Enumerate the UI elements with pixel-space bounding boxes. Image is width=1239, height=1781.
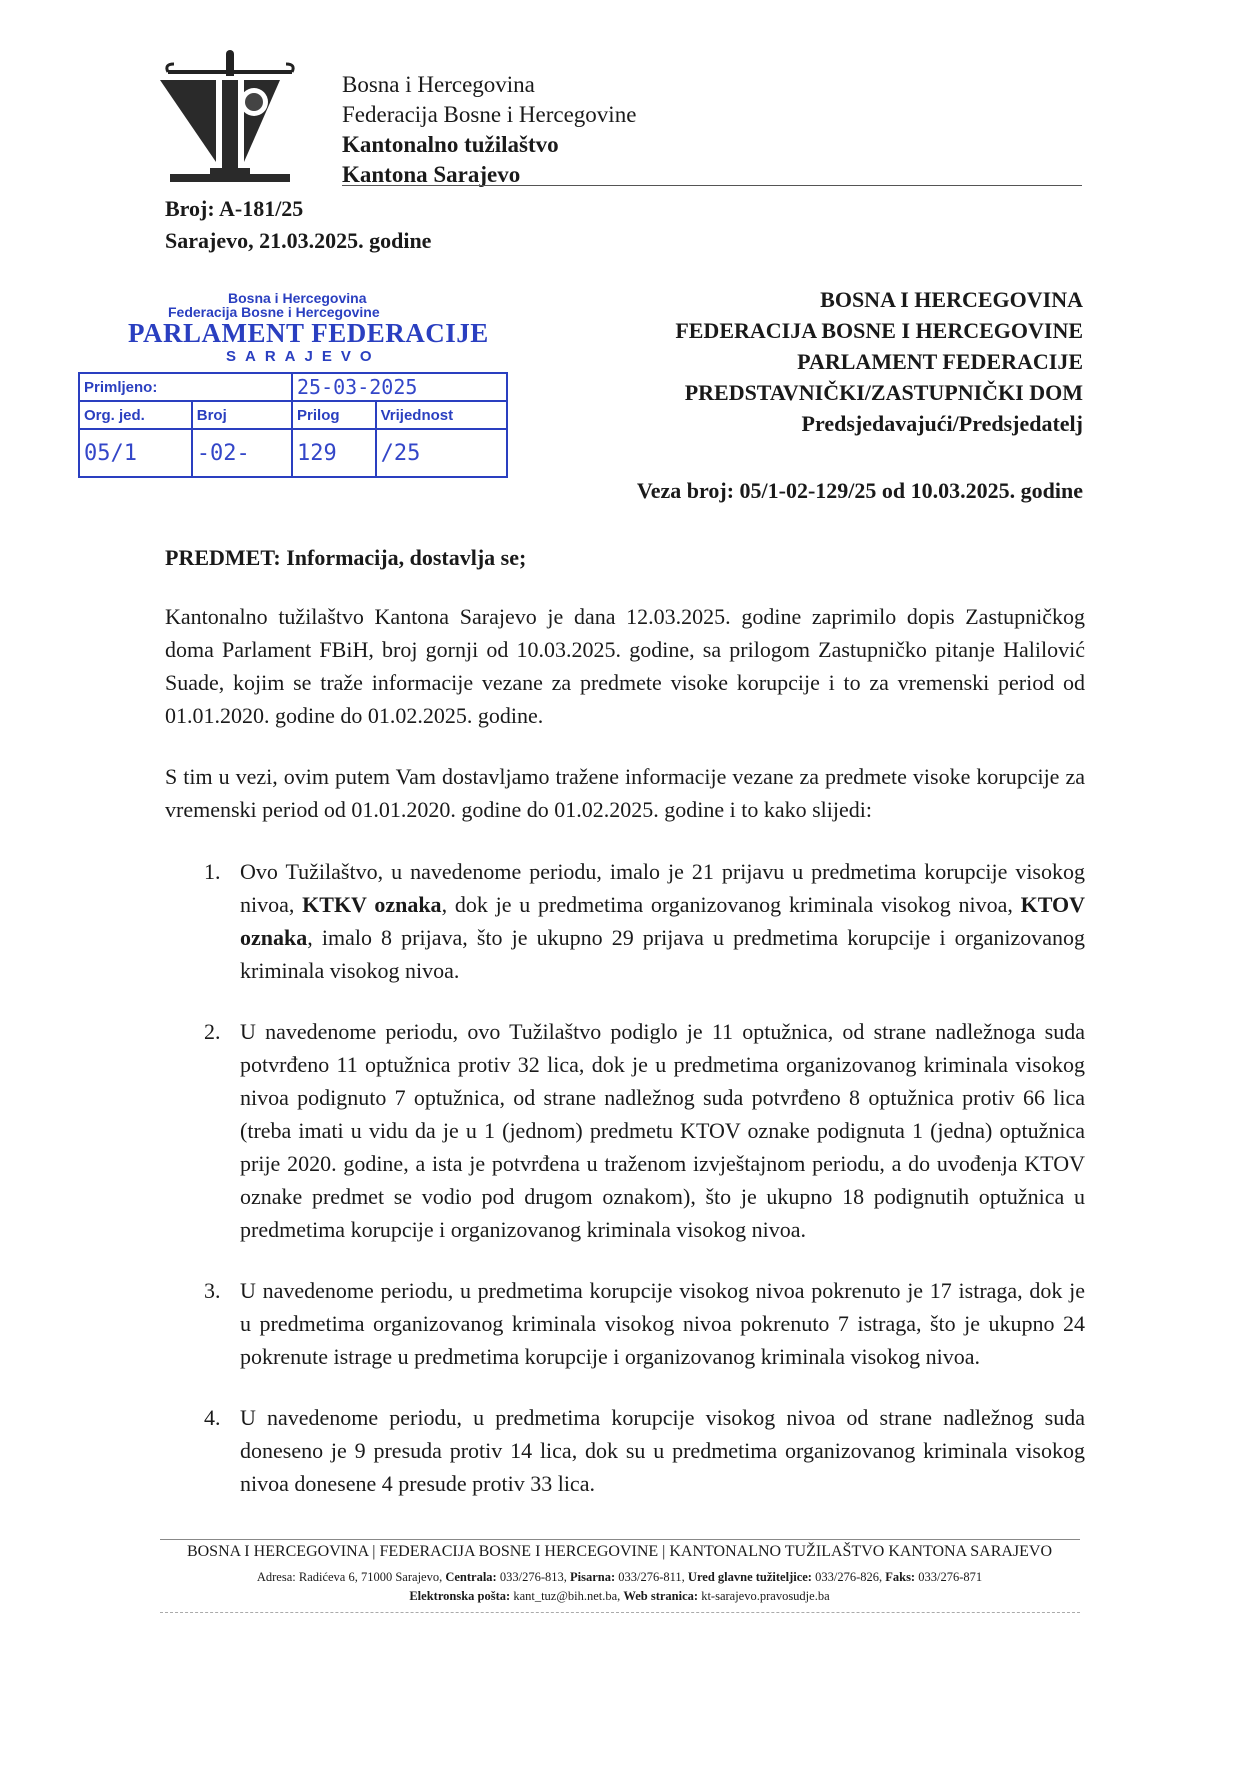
inst-line-2: Federacija Bosne i Hercegovine bbox=[342, 102, 637, 127]
stamp-line-4: SARAJEVO bbox=[226, 348, 381, 365]
stamp-col-broj: Broj bbox=[192, 401, 292, 429]
inst-line-4: Kantona Sarajevo bbox=[342, 162, 521, 187]
recipient-block bbox=[675, 284, 1083, 439]
stamp-val-org: 05/1 bbox=[79, 429, 192, 477]
stamp-line-1: Bosna i Hercegovina bbox=[228, 290, 367, 306]
stamp-line-2: Federacija Bosne i Hercegovine bbox=[168, 304, 380, 320]
item-number: 2. bbox=[204, 1019, 221, 1044]
item-text: U navedenome periodu, u predmetima korupcije visokog nivoa pokrenuto je 17 istraga, dok je u predmetima organizovanog kriminala visokog nivoa pokrenuto 7 istraga, što je ukupno 24 pokrenute istrage u predmetima korupcije i organizovanog kriminala visokog nivoa. bbox=[240, 1278, 1085, 1369]
recipient-line-1: BOSNA I HERCEGOVINA bbox=[820, 287, 1083, 312]
recipient-line-3: PARLAMENT FEDERACIJE bbox=[797, 349, 1083, 374]
list-item bbox=[204, 1015, 1085, 1246]
recipient-line-2: FEDERACIJA BOSNE I HERCEGOVINE bbox=[675, 318, 1083, 343]
prosecutor-logo bbox=[160, 50, 300, 185]
stamp-val-vrijednost: /25 bbox=[376, 429, 507, 477]
item-text: U navedenome periodu, u predmetima korupcije visokog nivoa od strane nadležnog suda doneseno je 9 presuda protiv 14 lica, dok su u predmetima organizovanog kriminala visokog nivoa donesene 4 presude protiv 33 lica. bbox=[240, 1405, 1085, 1496]
item-number: 4. bbox=[204, 1405, 221, 1430]
stamp-col-org: Org. jed. bbox=[79, 401, 192, 429]
paragraph-2: S tim u vezi, ovim putem Vam dostavljamo tražene informacije vezane za predmete visoke korupcije za vremenski period od 01.01.2020. godine do 01.02.2025. godine i to kako slijedi: bbox=[165, 764, 1085, 822]
ref-number: Broj: A-181/25 bbox=[165, 196, 304, 221]
ktov-label: KTOV oznaka bbox=[240, 892, 1086, 950]
inst-line-3: Kantonalno tužilaštvo bbox=[342, 132, 559, 157]
stamp-col-vrijednost: Vrijednost bbox=[376, 401, 507, 429]
reference-block bbox=[165, 193, 431, 257]
list-item bbox=[204, 1274, 1085, 1373]
footer-web: Elektronska pošta: kant_tuz@bih.net.ba, Web stranica: kt-sarajevo.pravosudje.ba bbox=[409, 1589, 830, 1603]
stamp-val-broj: -02- bbox=[192, 429, 292, 477]
subject-line: PREDMET: Informacija, dostavlja se; bbox=[165, 545, 527, 570]
footer-divider bbox=[160, 1539, 1080, 1540]
stamp-col-prilog: Prilog bbox=[292, 401, 376, 429]
item-text: Ovo Tužilaštvo, u navedenome periodu, imalo je 21 prijavu u predmetima korupcije visokog nivoa, KTKV oznaka, dok je u predmetima organizovanog kriminala visokog nivoa, KTOV oznaka, imalo 8 prijava, što je ukupno 29 prijava u predmetima korupcije i organizovanog kriminala visokog nivoa. bbox=[240, 859, 1086, 983]
reference-link: Veza broj: 05/1-02-129/25 od 10.03.2025. godine bbox=[636, 478, 1083, 503]
footer-title: BOSNA I HERCEGOVINA | FEDERACIJA BOSNE I HERCEGOVINE | KANTONALNO TUŽILAŠTVO KANTONA SARAJEVO bbox=[186, 1543, 1053, 1560]
recipient-line-5: Predsjedavajući/Predsjedatelj bbox=[801, 411, 1083, 436]
stamp-line-3: PARLAMENT FEDERACIJE bbox=[128, 318, 489, 348]
stamp-val-prilog: 129 bbox=[292, 429, 376, 477]
stamp-received-value: 25-03-2025 bbox=[292, 373, 507, 401]
footer-bottom-divider bbox=[160, 1612, 1080, 1613]
institution-header bbox=[342, 70, 636, 190]
stamp-table bbox=[78, 372, 508, 478]
footer-website: kt-sarajevo.pravosudje.ba bbox=[698, 1589, 830, 1603]
ktkv-label: KTKV oznaka bbox=[302, 892, 442, 917]
item-text: U navedenome periodu, ovo Tužilaštvo podiglo je 11 optužnica, od strane nadležnoga suda potvrđeno 11 optužnica protiv 32 lica, dok je u predmetima organizovanog kriminala visokog nivoa podignuto 7 optužnica, od strane nadležnog suda potvrđeno 8 optužnica protiv 66 lica (treba imati u vidu da je u 1 (jednom) predmetu KTOV oznake podignuta 1 (jedna) optužnica prije 2020. godine, a ista je potvrđena u traženom izvještajnom periodu, a do uvođenja KTOV oznake predmet se vodio pod drugom oznakom), što je ukupno 18 podignutih optužnica u predmetima korupcije i organizovanog kriminala visokog nivoa. bbox=[240, 1019, 1085, 1242]
footer-contacts: Adresa: Radićeva 6, 71000 Sarajevo, Centrala: 033/276-813, Pisarna: 033/276-811, Ured glavne tužiteljice: 033/276-826, Faks: 033/276-871 bbox=[256, 1570, 983, 1584]
info-list bbox=[204, 855, 1086, 1500]
list-item bbox=[204, 1401, 1085, 1500]
list-item bbox=[204, 855, 1086, 987]
footer-email: kant_tuz@bih.net.ba, bbox=[510, 1589, 624, 1603]
recipient-line-4: PREDSTAVNIČKI/ZASTUPNIČKI DOM bbox=[684, 380, 1083, 405]
ref-date: Sarajevo, 21.03.2025. godine bbox=[165, 228, 432, 253]
stamp-received-label: Primljeno: bbox=[79, 373, 292, 401]
item-number: 3. bbox=[204, 1278, 221, 1303]
paragraph-1: Kantonalno tužilaštvo Kantona Sarajevo je dana 12.03.2025. godine zaprimilo dopis Zastupničkog doma Parlament FBiH, broj gornji od 10.03.2025. godine, sa prilogom Zastupničko pitanje Halilović Suade, kojim se traže informacije vezane za predmete visoke korupcije i to za vremenski period od 01.01.2020. godine do 01.02.2025. godine. bbox=[165, 604, 1085, 728]
item-number: 1. bbox=[204, 859, 221, 884]
header-divider bbox=[342, 185, 1082, 186]
inst-line-1: Bosna i Hercegovina bbox=[342, 72, 535, 97]
